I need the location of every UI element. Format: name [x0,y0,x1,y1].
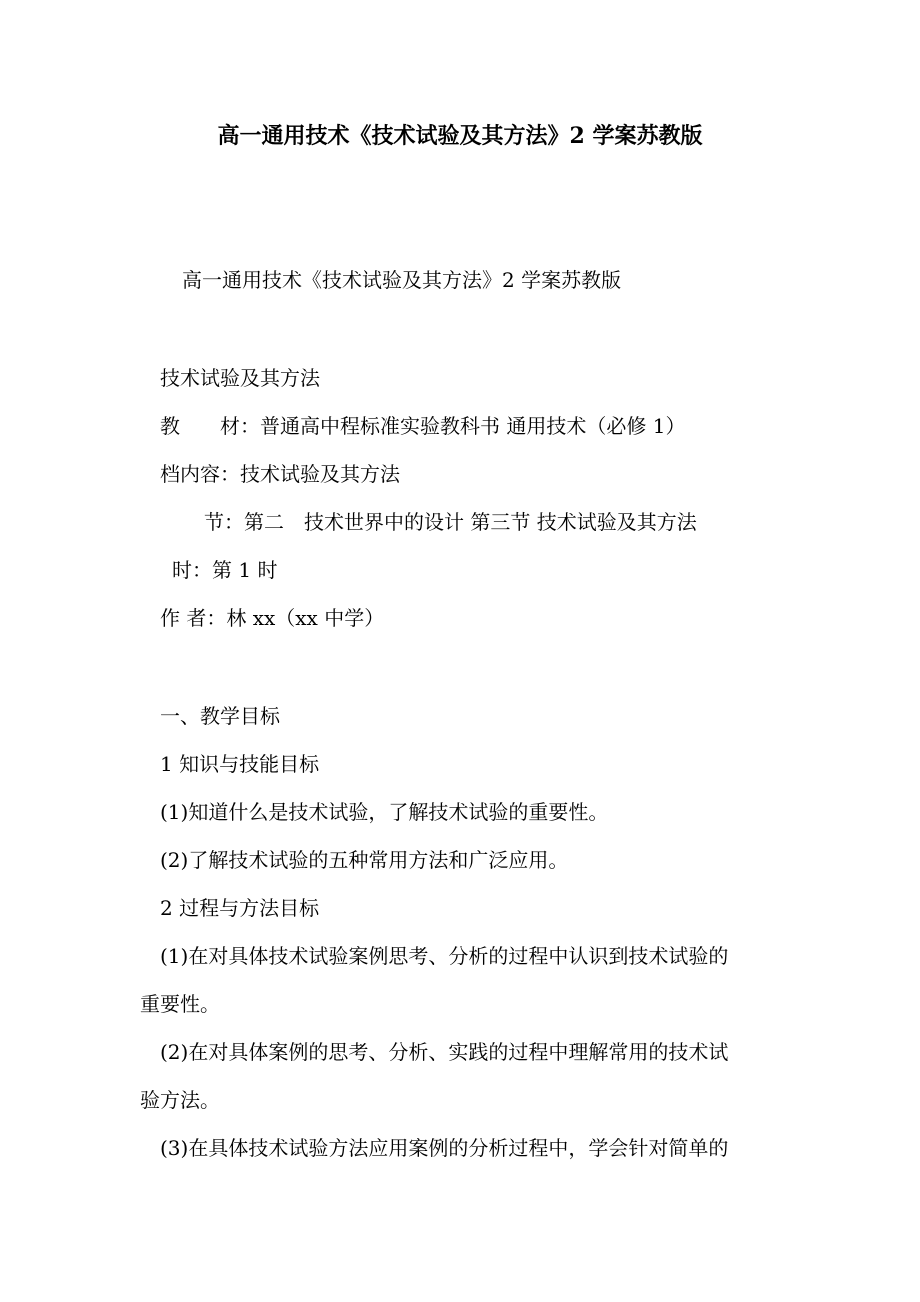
goal-item: (1)在对具体技术试验案例思考、分析的过程中认识到技术试验的 [160,944,729,968]
info-content: 档内容：技术试验及其方法 [160,462,400,486]
document-title: 高一通用技术《技术试验及其方法》2 学案苏教版 [217,123,703,149]
info-period: 时：第 1 时 [172,558,278,582]
info-author: 作 者：林 xx（xx 中学） [160,606,385,630]
goal-item: (1)知道什么是技术试验，了解技术试验的重要性。 [160,800,609,824]
subheading-process-methods: 2 过程与方法目标 [160,896,320,920]
goal-item: (3)在具体技术试验方法应用案例的分析过程中，学会针对简单的 [160,1136,729,1160]
info-material: 教 材：普通高中程标准实验教科书 通用技术（必修 1） [160,414,686,438]
goal-item: (2)在对具体案例的思考、分析、实践的过程中理解常用的技术试 [160,1040,729,1064]
document-subtitle: 高一通用技术《技术试验及其方法》2 学案苏教版 [182,268,622,292]
goal-item: (2)了解技术试验的五种常用方法和广泛应用。 [160,848,569,872]
info-topic: 技术试验及其方法 [160,366,320,390]
heading-teaching-goals: 一、教学目标 [160,704,280,728]
subheading-knowledge-skills: 1 知识与技能目标 [160,752,320,776]
goal-item-continuation: 验方法。 [140,1088,220,1112]
goal-item-continuation: 重要性。 [140,992,220,1016]
info-section: 节：第二 技术世界中的设计 第三节 技术试验及其方法 [204,510,697,534]
